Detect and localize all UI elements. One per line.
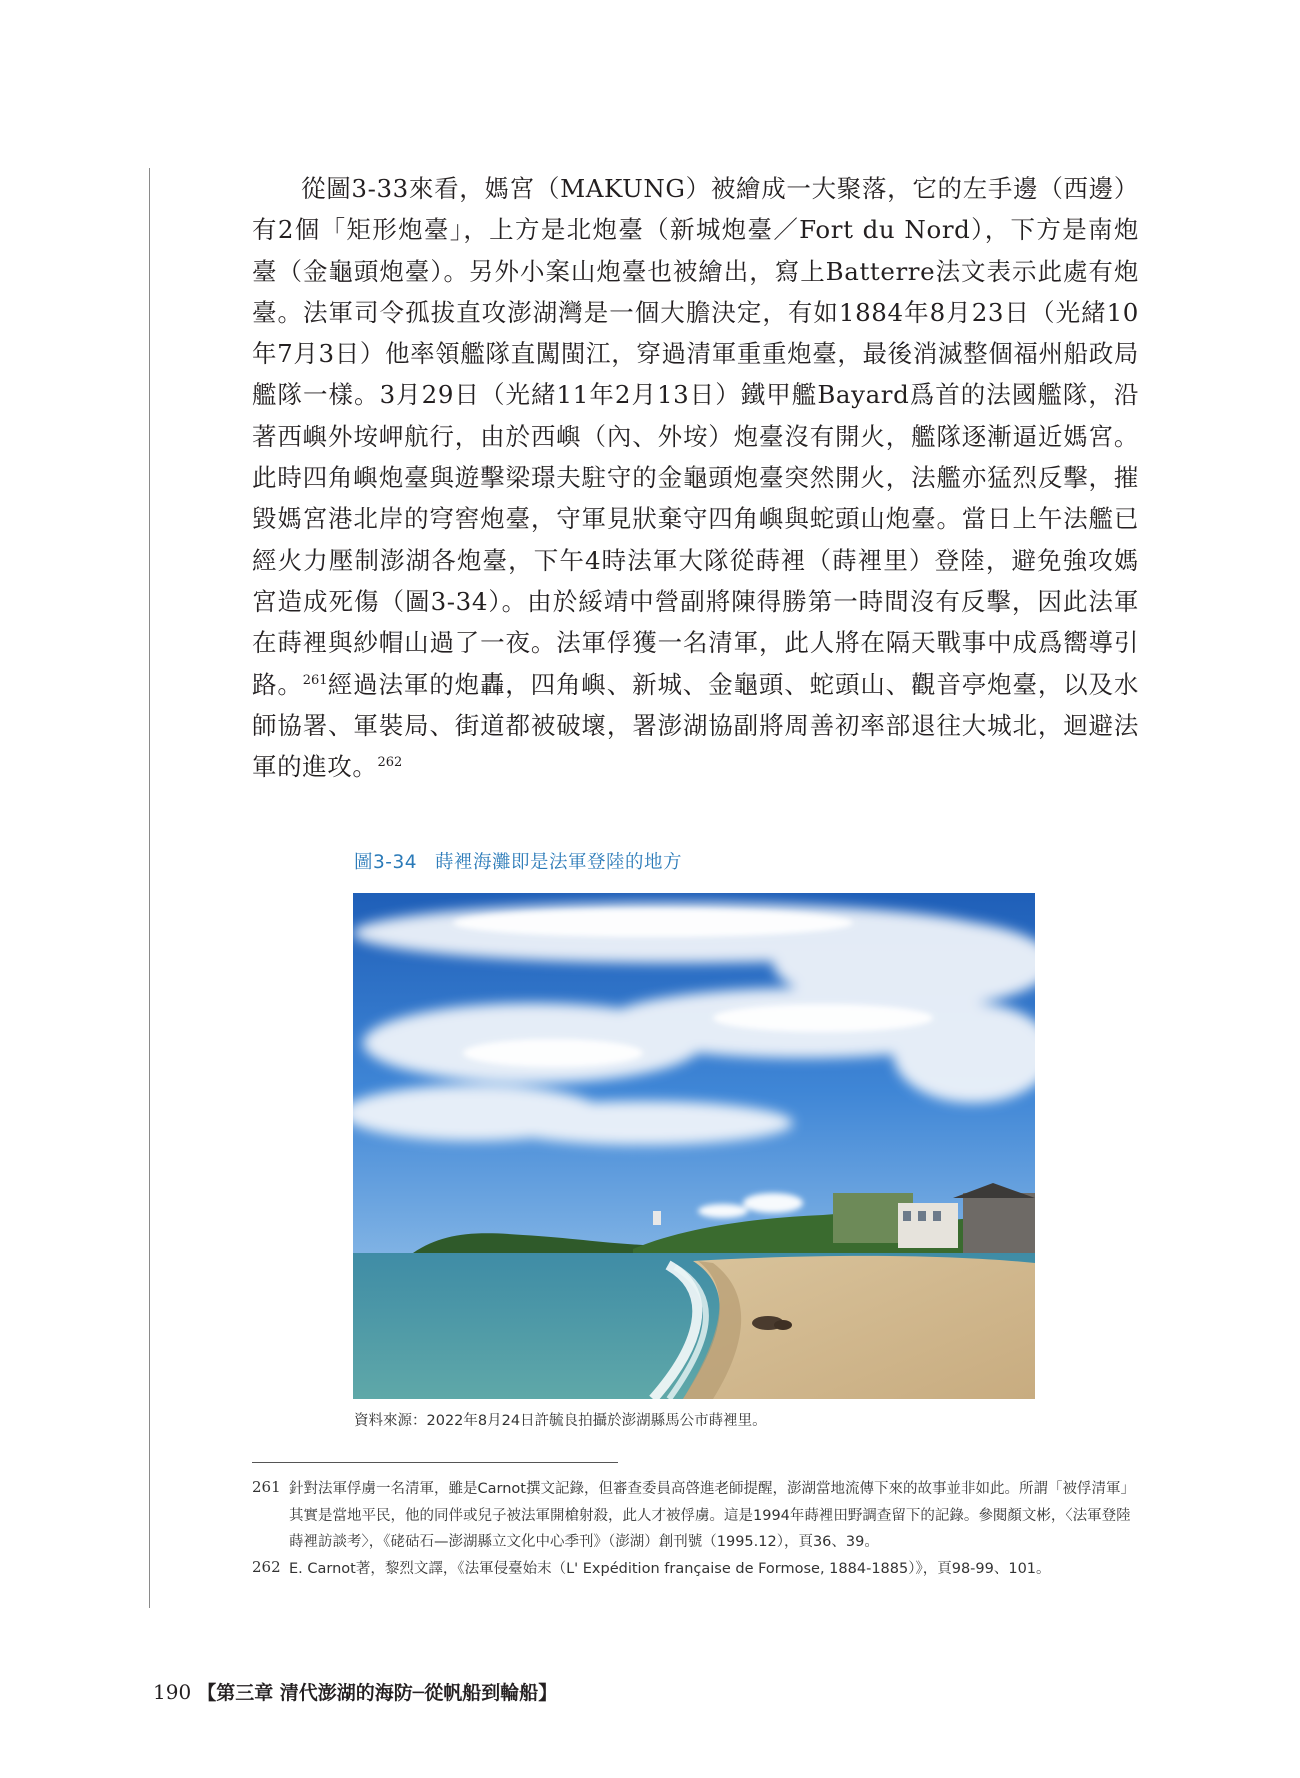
running-footer [153,1678,557,1705]
body-text-part-1: 從圖3-33來看，媽宮（MAKUNG）被繪成一大聚落，它的左手邊（西邊）有2個「矩形炮臺」，上方是北炮臺（新城炮臺／Fort du Nord），下方是南炮臺（金龜頭炮臺）。另外小案山炮臺也被繪出，寫上Batterre法文表示此處有炮臺。法軍司令孤拔直攻澎湖灣是一個大膽決定，有如1884年8月23日（光緒10年7月3日）他率領艦隊直闖閩江，穿過清軍重重炮臺，最後消滅整個福州船政局艦隊一樣。3月29日（光緒11年2月13日）鐵甲艦Bayard爲首的法國艦隊，沿著西嶼外垵岬航行，由於西嶼（內、外垵）炮臺沒有開火，艦隊逐漸逼近媽宮。此時四角嶼炮臺與遊擊梁璟夫駐守的金龜頭炮臺突然開火，法艦亦猛烈反擊，摧毀媽宮港北岸的穹窖炮臺，守軍見狀棄守四角嶼與蛇頭山炮臺。當日上午法艦已經火力壓制澎湖各炮臺，下午4時法軍大隊從蒔裡（蒔裡里）登陸，避免強攻媽宮造成死傷（圖3-34）。由於綏靖中營副將陳得勝第一時間沒有反擊，因此法軍在蒔裡與紗帽山過了一夜。法軍俘獲一名清軍，此人將在隔天戰事中成爲嚮導引路。 [252,174,1139,699]
footnote-ref-262[interactable]: 262 [377,755,403,771]
chapter-title: 【第三章 清代澎湖的海防─從帆船到輪船】 [197,1682,558,1704]
photo-source: 資料來源：2022年8月24日許毓良拍攝於澎湖縣馬公市蒔裡里。 [354,1413,767,1429]
figure-number: 圖3-34 [354,852,417,873]
figure-caption [354,848,682,874]
footnote-text: E. Carnot著，黎烈文譯，《法軍侵臺始末（L' Expédition française de Formose, 1884-1885）》，頁98-99、101。 [289,1560,1051,1577]
figure-title: 蒔裡海灘即是法軍登陸的地方 [435,852,683,873]
footnote-number: 262 [252,1557,281,1576]
footnote-divider [252,1462,618,1463]
footnote-261 [252,1476,1139,1556]
footnote-262 [252,1556,1139,1583]
footnote-ref-261[interactable]: 261 [302,672,328,688]
beach-photo [353,893,1035,1399]
footnotes [252,1476,1139,1582]
page-number: 190 [153,1680,192,1704]
margin-rule [149,168,150,1608]
body-paragraph [252,168,1139,787]
footnote-text: 針對法軍俘虜一名清軍，雖是Carnot撰文記錄，但審查委員高啓進老師提醒，澎湖當地流傳下來的故事並非如此。所謂「被俘清軍」其實是當地平民，他的同伴或兒子被法軍開槍射殺，此人才被俘虜。這是1994年蒔裡田野調查留下的記錄。參閱顏文彬，〈法軍登陸蒔裡訪談考〉，《硓𥑮石—澎湖縣立文化中心季刊》（澎湖）創刊號（1995.12），頁36、39。 [289,1481,1135,1550]
footnote-number: 261 [252,1478,281,1496]
body-text-part-2: 經過法軍的炮轟，四角嶼、新城、金龜頭、蛇頭山、觀音亭炮臺，以及水師協署、軍裝局、街道都被破壞，署澎湖協副將周善初率部退往大城北，迴避法軍的進攻。 [252,669,1139,782]
